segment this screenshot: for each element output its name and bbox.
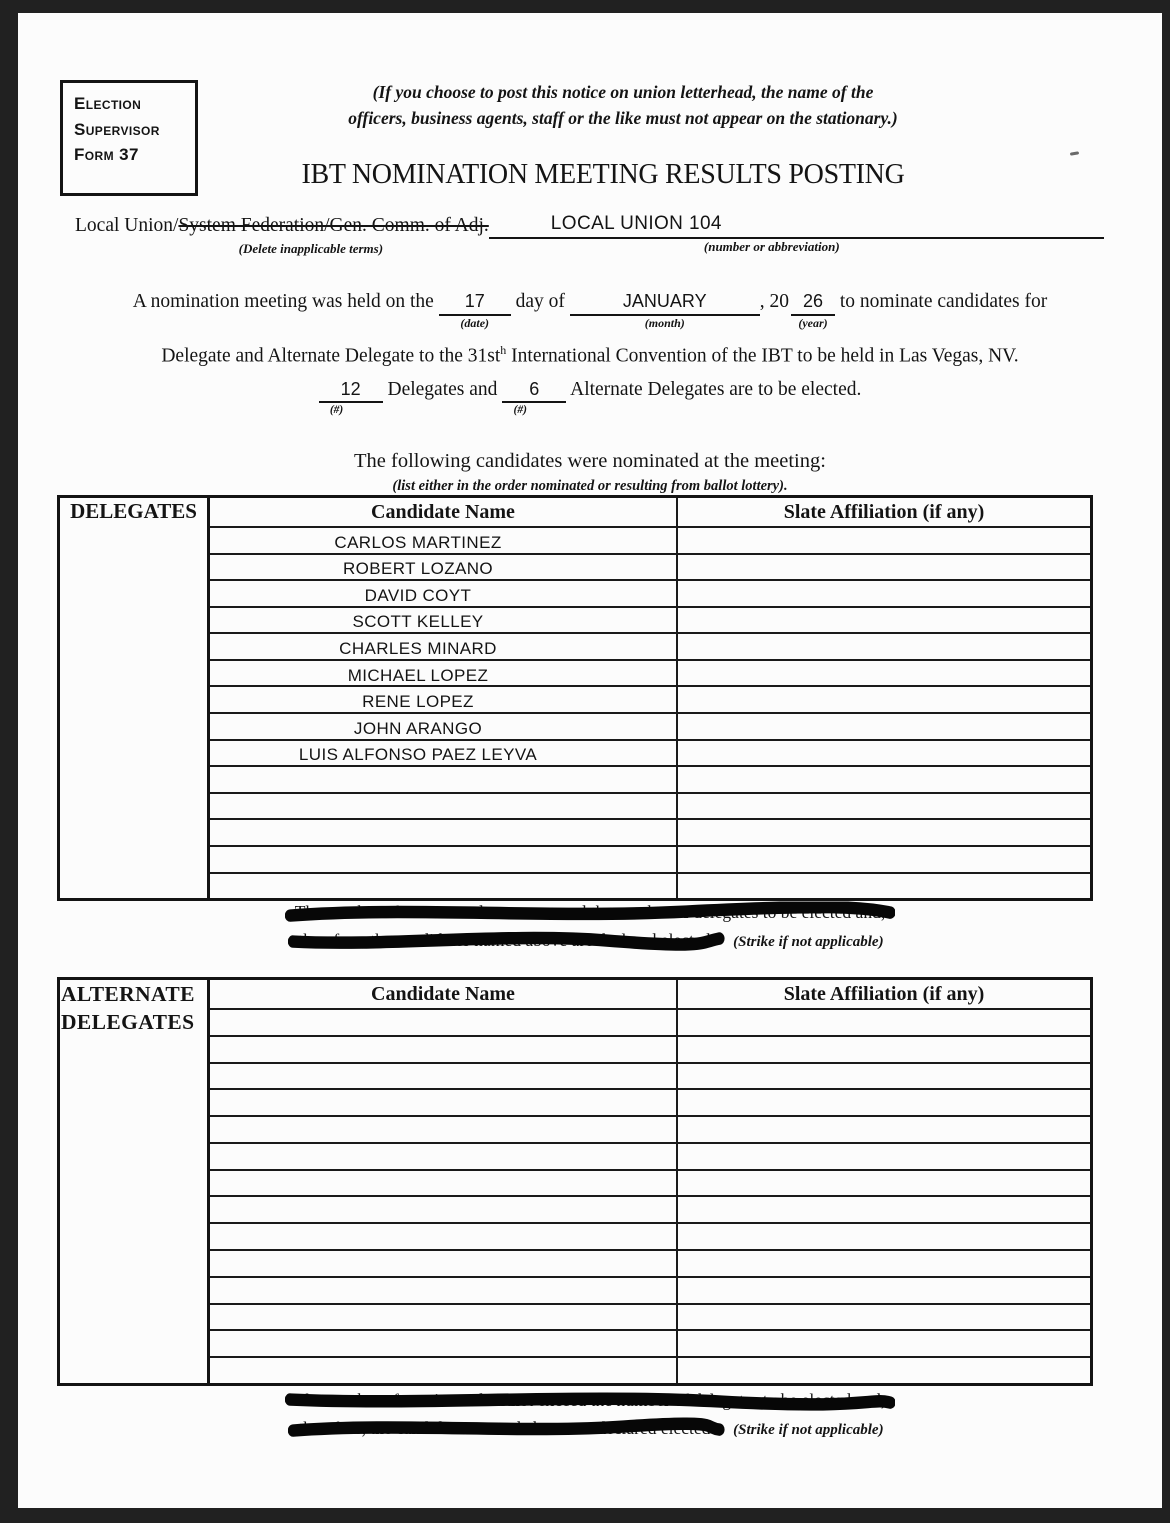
candidate-name-cell xyxy=(210,714,678,739)
comma-20-text: , 20 xyxy=(759,291,789,312)
alternates-count-caption: (#) xyxy=(513,404,527,416)
delegates-row-label: DELEGATES xyxy=(60,498,210,898)
candidate-name-cell xyxy=(210,1010,678,1035)
candidate-name-cell xyxy=(210,847,678,872)
date-field xyxy=(439,291,511,330)
slate-affiliation-cell xyxy=(678,794,1090,819)
delegates-count-value: 12 xyxy=(340,379,361,399)
candidate-name-cell xyxy=(210,1358,678,1383)
table-row xyxy=(210,1115,1090,1142)
slate-affiliation-cell xyxy=(678,581,1090,606)
table-header-row xyxy=(210,498,1090,526)
meeting-tail-text: to nominate candidates for xyxy=(839,291,1048,312)
candidate-name: CARLOS MARTINEZ xyxy=(334,532,502,552)
declared-elected-note-alternates xyxy=(18,1390,1162,1439)
candidate-name-cell xyxy=(210,1090,678,1115)
candidate-name-cell xyxy=(210,1224,678,1249)
local-union-struck-terms: System Federation/Gen. Comm. of Adj. xyxy=(178,215,489,236)
table-row xyxy=(210,526,1090,553)
candidate-name: RENE LOPEZ xyxy=(362,692,474,712)
slate-affiliation-cell xyxy=(678,1358,1090,1383)
table-row xyxy=(210,1142,1090,1169)
page-title: IBT NOMINATION MEETING RESULTS POSTING xyxy=(301,159,905,190)
month-field xyxy=(570,291,760,330)
nominated-heading: The following candidates were nominated at the meeting: xyxy=(354,450,826,472)
table-row xyxy=(210,1062,1090,1089)
candidate-name-cell xyxy=(210,1117,678,1142)
table-row xyxy=(210,845,1090,872)
candidate-name-cell xyxy=(210,1251,678,1276)
slate-affiliation-cell xyxy=(678,714,1090,739)
table-row xyxy=(210,659,1090,686)
table-row xyxy=(210,792,1090,819)
declared-elected-note-delegates xyxy=(18,902,1162,951)
slate-affiliation-cell xyxy=(678,528,1090,553)
candidate-name-cell xyxy=(210,1305,678,1330)
slate-affiliation-cell xyxy=(678,1278,1090,1303)
slate-affiliation-cell xyxy=(678,608,1090,633)
note-line2-text: therefore, the candidates named above are declared elected. xyxy=(298,1418,715,1438)
note-line2-text: therefore, the candidates named above are declared elected. xyxy=(298,930,715,950)
letterhead-notice-line2: officers, business agents, staff or the like must not appear on the stationary.) xyxy=(348,108,898,129)
table-header-row xyxy=(210,980,1090,1008)
slate-affiliation-cell xyxy=(678,1090,1090,1115)
note-line1-text: The number of nominees does not exceed the number of delegates to be elected and, xyxy=(294,902,886,922)
candidate-name-header: Candidate Name xyxy=(210,980,678,1008)
local-union-line xyxy=(75,213,1104,256)
candidate-name: MICHAEL LOPEZ xyxy=(347,665,489,685)
table-row xyxy=(210,1088,1090,1115)
note-line1 xyxy=(18,902,1162,923)
nominated-caption: (list either in the order nominated or resulting from ballot lottery). xyxy=(392,478,788,494)
meeting-lead-text: A nomination meeting was held on the xyxy=(132,291,434,312)
candidate-name-cell xyxy=(210,794,678,819)
slate-affiliation-cell xyxy=(678,874,1090,899)
candidate-name-cell xyxy=(210,1064,678,1089)
strike-if-not-applicable-caption: (Strike if not applicable) xyxy=(733,1422,884,1438)
table-row xyxy=(210,1035,1090,1062)
slate-affiliation-cell xyxy=(678,687,1090,712)
slate-affiliation-cell xyxy=(678,555,1090,580)
candidate-name-cell xyxy=(210,1331,678,1356)
table-row xyxy=(210,1303,1090,1330)
slate-affiliation-cell xyxy=(678,1251,1090,1276)
form-page xyxy=(18,13,1162,1508)
candidate-name-cell xyxy=(210,687,678,712)
delegates-count-field xyxy=(319,379,383,416)
local-union-prefix: Local Union/ xyxy=(75,215,179,236)
table-row xyxy=(210,739,1090,766)
slate-affiliation-cell xyxy=(678,1171,1090,1196)
candidate-name-cell xyxy=(210,634,678,659)
table-row xyxy=(210,606,1090,633)
strike-if-not-applicable-caption: (Strike if not applicable) xyxy=(733,934,884,950)
candidate-name: DAVID COYT xyxy=(364,585,472,605)
slate-affiliation-cell xyxy=(678,1305,1090,1330)
scan-artifact xyxy=(1070,151,1079,156)
candidate-name: ROBERT LOZANO xyxy=(342,559,494,579)
delegates-table-rows xyxy=(210,498,1090,898)
note-line2 xyxy=(18,930,1162,951)
table-row xyxy=(210,818,1090,845)
year-value: 26 xyxy=(802,291,824,311)
counts-line xyxy=(58,379,1122,416)
day-of-text: day of xyxy=(515,291,565,312)
candidate-name-cell xyxy=(210,874,678,899)
candidate-name: LUIS ALFONSO PAEZ LEYVA xyxy=(298,745,538,765)
delete-terms-caption: (Delete inapplicable terms) xyxy=(238,241,384,256)
alternates-count-value: 6 xyxy=(529,379,540,399)
counts-tail-text: Alternate Delegates are to be elected. xyxy=(570,379,862,400)
slate-affiliation-cell xyxy=(678,1197,1090,1222)
candidate-name-cell xyxy=(210,741,678,766)
slate-affiliation-cell xyxy=(678,1331,1090,1356)
candidate-name-cell xyxy=(210,555,678,580)
candidate-name-cell xyxy=(210,1037,678,1062)
table-row xyxy=(210,712,1090,739)
candidate-name-cell xyxy=(210,820,678,845)
table-row xyxy=(210,1356,1090,1383)
form-box-line: Supervisor xyxy=(74,119,160,139)
note-line1 xyxy=(18,1390,1162,1411)
alternate-delegates-table xyxy=(57,977,1093,1386)
slate-affiliation-cell xyxy=(678,741,1090,766)
table-row xyxy=(210,685,1090,712)
table-row xyxy=(210,1195,1090,1222)
slate-affiliation-cell xyxy=(678,1064,1090,1089)
delegates-count-caption: (#) xyxy=(329,404,344,416)
local-union-value: LOCAL UNION 104 xyxy=(550,213,722,234)
month-value: JANUARY xyxy=(622,291,707,311)
candidate-name-cell xyxy=(210,528,678,553)
candidate-name-cell xyxy=(210,608,678,633)
candidate-name: SCOTT KELLEY xyxy=(352,612,484,632)
table-row xyxy=(210,1329,1090,1356)
table-row xyxy=(210,1169,1090,1196)
local-union-label xyxy=(75,215,489,256)
year-field xyxy=(791,291,835,330)
date-value: 17 xyxy=(464,291,485,311)
alternate-delegates-row-label: ALTERNATE DELEGATES xyxy=(60,980,210,1383)
letterhead-notice-line1: (If you choose to post this notice on union letterhead, the name of the xyxy=(372,82,874,102)
slate-affiliation-cell xyxy=(678,634,1090,659)
slate-affiliation-cell xyxy=(678,661,1090,686)
date-caption: (date) xyxy=(460,315,490,330)
month-caption: (month) xyxy=(644,315,685,330)
candidate-name-cell xyxy=(210,661,678,686)
table-row xyxy=(210,632,1090,659)
note-line1-text: The number of nominees does not exceed the number of delegates to be elected and, xyxy=(294,1390,886,1410)
note-line2 xyxy=(18,1418,1162,1439)
slate-affiliation-header: Slate Affiliation (if any) xyxy=(783,500,985,523)
candidate-name-cell xyxy=(210,581,678,606)
nominated-heading-block xyxy=(58,450,1122,495)
candidate-name-cell xyxy=(210,1278,678,1303)
slate-affiliation-cell xyxy=(678,1224,1090,1249)
year-caption: (year) xyxy=(798,315,828,330)
table-row xyxy=(210,872,1090,899)
slate-affiliation-cell xyxy=(678,820,1090,845)
convention-line: Delegate and Alternate Delegate to the $31st^h$ International Convention of the IBT to be held in Las Vegas, NV. xyxy=(161,342,1019,367)
meeting-paragraph xyxy=(58,290,1122,367)
table-row xyxy=(210,553,1090,580)
counts-mid-text: Delegates and xyxy=(387,379,498,400)
alternates-count-field xyxy=(502,379,566,416)
table-row xyxy=(210,765,1090,792)
form-box-line: Form 37 xyxy=(74,145,139,164)
alternates-table-rows xyxy=(210,980,1090,1383)
candidate-name-cell xyxy=(210,767,678,792)
slate-affiliation-cell xyxy=(678,1037,1090,1062)
slate-affiliation-cell xyxy=(678,767,1090,792)
candidate-name-header: Candidate Name xyxy=(210,498,678,526)
slate-affiliation-cell xyxy=(678,847,1090,872)
slate-affiliation-cell xyxy=(678,1010,1090,1035)
table-row xyxy=(210,1276,1090,1303)
number-abbreviation-caption: (number or abbreviation) xyxy=(703,239,840,254)
table-row xyxy=(210,1222,1090,1249)
candidate-name-cell xyxy=(210,1197,678,1222)
table-row xyxy=(210,579,1090,606)
slate-affiliation-cell xyxy=(678,1144,1090,1169)
local-union-field xyxy=(489,213,1104,254)
delegates-table xyxy=(57,495,1093,901)
candidate-name: CHARLES MINARD xyxy=(339,639,497,659)
candidate-name-cell xyxy=(210,1171,678,1196)
candidate-name: JOHN ARANGO xyxy=(353,718,483,738)
candidate-name-cell xyxy=(210,1144,678,1169)
letterhead-notice xyxy=(178,79,1068,132)
table-row xyxy=(210,1008,1090,1035)
form-box-line: Election xyxy=(74,94,142,113)
table-row xyxy=(210,1249,1090,1276)
slate-affiliation-cell xyxy=(678,1117,1090,1142)
slate-affiliation-header: Slate Affiliation (if any) xyxy=(783,982,985,1005)
superscript-mark: h xyxy=(500,342,507,357)
